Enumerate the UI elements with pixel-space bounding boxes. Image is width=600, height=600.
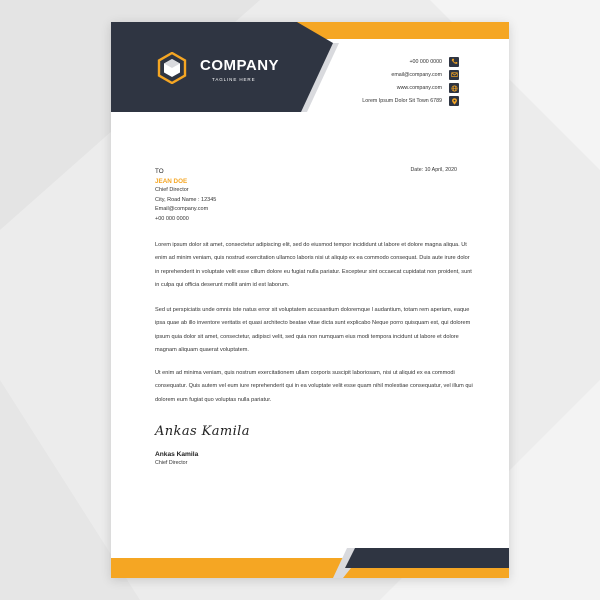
company-name: COMPANY xyxy=(200,57,280,74)
company-logo xyxy=(156,52,188,84)
footer-band xyxy=(111,548,509,578)
email-icon xyxy=(449,70,459,80)
brand-block xyxy=(200,58,279,82)
signer-title: Chief Director xyxy=(155,460,188,466)
phone-icon xyxy=(449,57,459,67)
contact-location-text: Lorem Ipsum Dolor Sit Town 6789 xyxy=(362,98,442,105)
contact-email xyxy=(289,69,459,80)
letter-date: Date: 10 April, 2020 xyxy=(410,167,457,173)
signer-block xyxy=(155,450,198,468)
contact-phone-text: +00 000 0000 xyxy=(409,58,442,65)
recipient-address: City, Road Name : 12345 xyxy=(155,196,217,203)
recipient-block xyxy=(155,167,216,224)
contact-web-text: www.company.com xyxy=(396,85,442,92)
recipient-name: JEAN DOE xyxy=(155,177,188,185)
handwritten-signature: Ankas Kamila xyxy=(155,424,250,439)
contact-location xyxy=(289,96,459,107)
contact-web xyxy=(289,83,459,94)
recipient-phone: +00 000 0000 xyxy=(155,215,189,222)
company-tagline: TAGLINE HERE xyxy=(212,77,256,82)
body-paragraph: Sed ut perspiciatis unde omnis iste natus error sit voluptatem accusantium doloremque l audantium, totam rem aperiam, eaque ipsa quae ab illo inventore veritatis et quasi architecto beatae vitae dicta sunt explicabo Neque porro quisquam est, qui dolorem ipsum quia dolor sit amet, consectetur, adipisci velit, sed quia non numquam eius modi tempora incidunt ut labore et dolore magnam aliquam quaerat voluptatem. xyxy=(155,307,471,353)
body-paragraph: Ut enim ad minima veniam, quis nostrum exercitationem ullam corporis suscipit laboriosam, nisi ut aliquid ex ea commodi consequatur. Quis autem vel eum iure reprehenderit qui in ea voluptate velit esse quam nihil molestiae consequatur, vel illum qui dolorem eum fugiat quo voluptas nulla pariatur. xyxy=(155,370,473,403)
signer-name: Ankas Kamila xyxy=(155,451,199,458)
body-paragraph: Lorem ipsum dolor sit amet, consectetur adipiscing elit, sed do eiusmod tempor incididunt ut labore et dolore magna aliqua. Ut enim ad minim veniam, quis nostrud exercitation ullamco laboris nisi ut aliquip ex ea commodo consequat. Duis aute irure dolor in reprehenderit in voluptate velit esse cillum dolore eu fugiat nulla pariatur. Excepteur sint occaecat cupidatat non proident, sunt in culpa qui officia deserunt mollit anim id est laborum. xyxy=(155,242,472,288)
recipient-label: TO xyxy=(155,168,164,175)
contact-phone xyxy=(289,56,459,67)
letterhead-sheet xyxy=(111,22,509,578)
web-icon xyxy=(449,83,459,93)
recipient-email: Email@company.com xyxy=(155,206,209,212)
contact-list xyxy=(289,56,459,109)
recipient-title: Chief Director xyxy=(155,187,189,193)
location-icon xyxy=(449,96,459,106)
contact-email-text: email@company.com xyxy=(391,71,442,78)
